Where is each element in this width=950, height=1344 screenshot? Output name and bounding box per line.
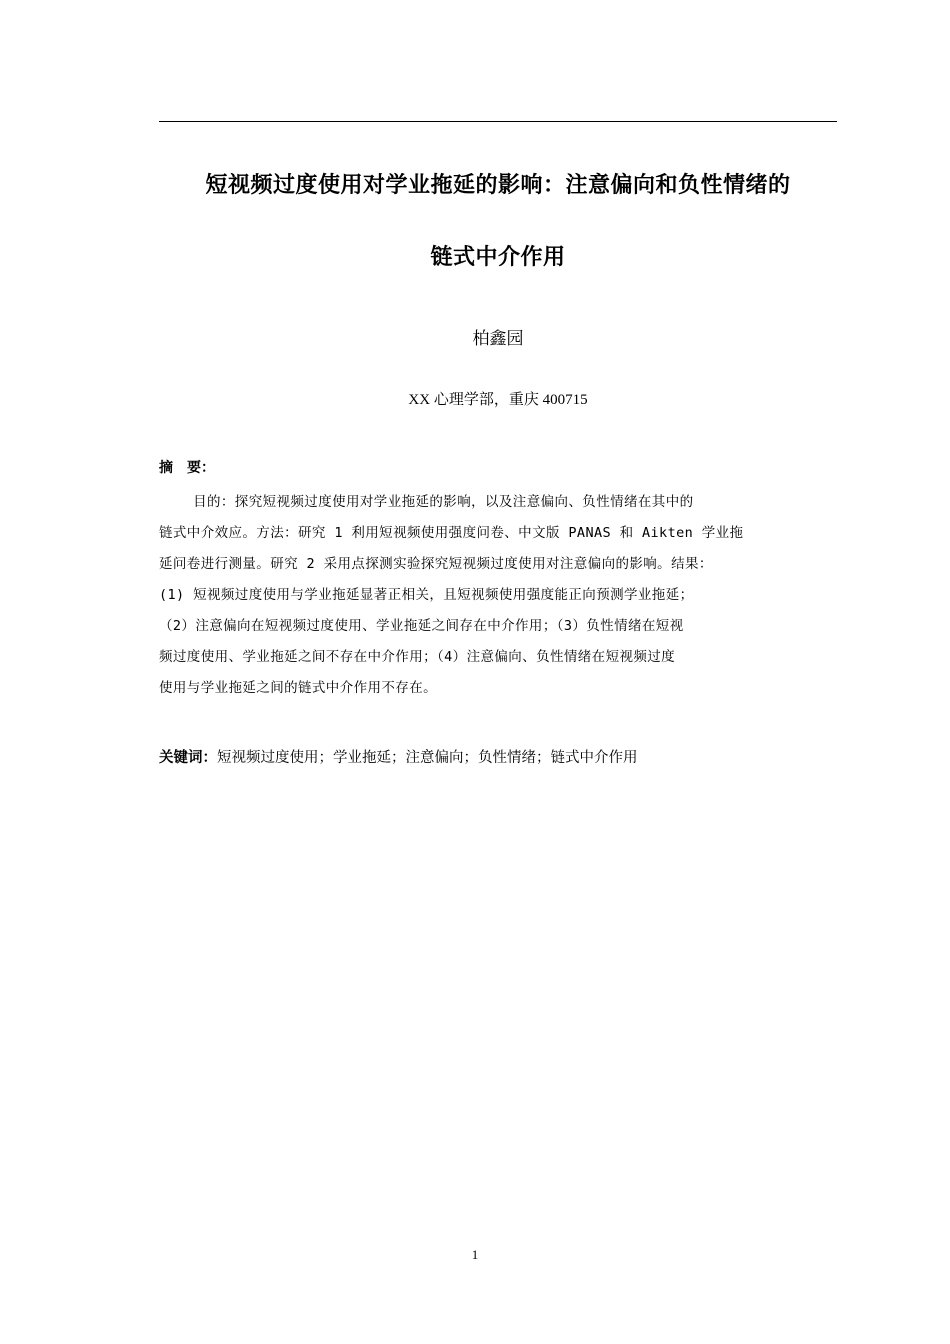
paper-title-line-2: 链式中介作用 — [430, 245, 566, 270]
author-name: 柏鑫园 — [472, 329, 524, 349]
author-affiliation: XX 心理学部，重庆 400715 — [408, 392, 588, 408]
paper-title-line-1: 短视频过度使用对学业拖延的影响：注意偏向和负性情绪的 — [205, 173, 791, 198]
abstract-line: （2）注意偏向在短视频过度使用、学业拖延之间存在中介作用；（3）负性情绪在短视 — [159, 618, 684, 634]
abstract-line: (1) 短视频过度使用与学业拖延显著正相关，且短视频使用强度能正向预测学业拖延； — [159, 587, 694, 603]
abstract-heading: 摘 要： — [159, 460, 215, 476]
keywords-text: 短视频过度使用；学业拖延；注意偏向；负性情绪；链式中介作用 — [217, 750, 638, 766]
keywords — [159, 747, 837, 769]
abstract-body — [159, 487, 803, 704]
header-rule — [159, 121, 837, 122]
page-number: 1 — [471, 1247, 479, 1262]
abstract-line: 延问卷进行测量。研究 2 采用点探测实验探究短视频过度使用对注意偏向的影响。结果： — [159, 556, 713, 572]
abstract-line: 频过度使用、学业拖延之间不存在中介作用；（4）注意偏向、负性情绪在短视频过度 — [159, 649, 676, 665]
keywords-label: 关键词： — [159, 750, 217, 766]
abstract-line: 链式中介效应。方法：研究 1 利用短视频使用强度问卷、中文版 PANAS 和 Aikten 学业拖 — [159, 525, 744, 541]
abstract-line: 目的：探究短视频过度使用对学业拖延的影响，以及注意偏向、负性情绪在其中的 — [159, 494, 694, 510]
abstract-line: 使用与学业拖延之间的链式中介作用不存在。 — [159, 680, 437, 696]
